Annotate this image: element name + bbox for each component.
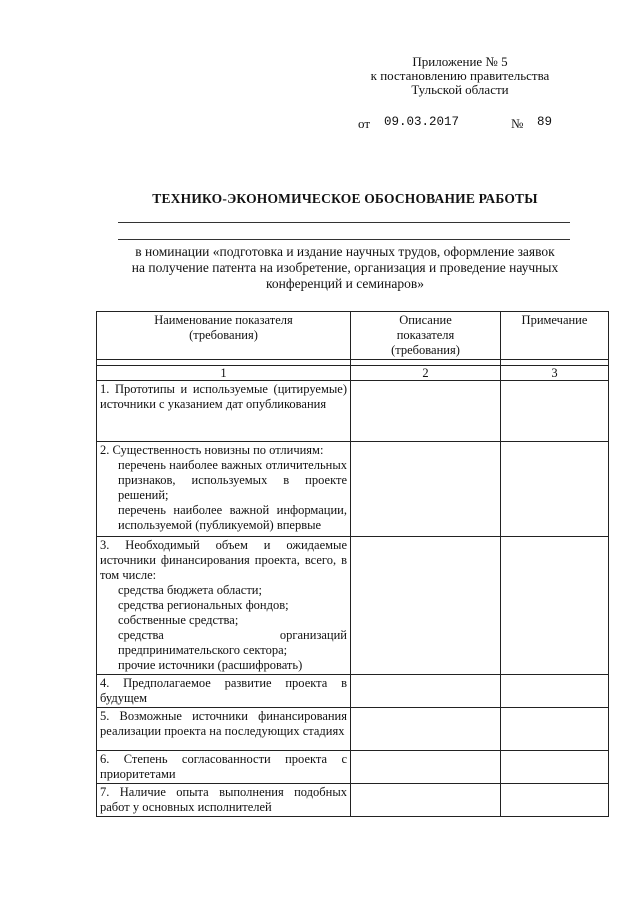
table-row	[97, 537, 609, 675]
table-row	[97, 381, 609, 442]
nomination-line-3: конференций и семинаров»	[266, 276, 424, 291]
column-number: 3	[501, 366, 609, 381]
blank-line-1	[118, 222, 570, 223]
column-number: 2	[351, 366, 501, 381]
nomination-line-1: в номинации «подготовка и издание научных трудов, оформление заявок	[135, 244, 555, 259]
appendix-line-1: Приложение № 5	[412, 54, 508, 69]
table-row	[97, 442, 609, 537]
blank-line-2	[118, 239, 570, 240]
indicator-cell: 4. Предполагаемое развитие проекта в будущем	[97, 675, 351, 708]
note-cell	[501, 537, 609, 675]
description-cell	[351, 751, 501, 784]
note-cell	[501, 708, 609, 751]
appendix-line-2: к постановлению правительства	[370, 68, 550, 83]
description-cell	[351, 537, 501, 675]
note-cell	[501, 381, 609, 442]
table-row	[97, 784, 609, 817]
number-label: №	[511, 116, 524, 131]
document-title: ТЕХНИКО-ЭКОНОМИЧЕСКОЕ ОБОСНОВАНИЕ РАБОТЫ	[152, 191, 538, 206]
appendix-line-3: Тульской области	[411, 82, 509, 97]
nomination-text	[100, 244, 590, 292]
table-header-row	[97, 312, 609, 360]
table-row	[97, 751, 609, 784]
header-note: Примечание	[501, 312, 609, 360]
note-cell	[501, 675, 609, 708]
indicator-cell: 6. Степень согласованности проекта с приоритетами	[97, 751, 351, 784]
justification-table	[96, 311, 609, 817]
appendix-block	[350, 55, 570, 97]
description-cell	[351, 381, 501, 442]
from-label: от	[358, 116, 371, 131]
description-cell	[351, 784, 501, 817]
note-cell	[501, 784, 609, 817]
indicator-cell: 2. Существенность новизны по отличиям: перечень наиболее важных отличительных признаков, используемых в проекте решений; перечень наиболее важной информации, используемой (публикуемой) впервые	[97, 442, 351, 537]
indicator-cell: 5. Возможные источники финансирования реализации проекта на последующих стадиях	[97, 708, 351, 751]
table-row	[97, 708, 609, 751]
header-description: Описание показателя (требования)	[351, 312, 501, 360]
indicator-cell: 1. Прототипы и используемые (цитируемые) источники с указанием дат опубликования	[97, 381, 351, 442]
resolution-date: 09.03.2017	[384, 115, 460, 129]
column-number-row	[97, 366, 609, 381]
indicator-cell: 3. Необходимый объем и ожидаемые источники финансирования проекта, всего, в том числе: средства бюджета области; средства региональных фондов; собственные средства; средства организаций предпринимательского сектора; прочие источники (расшифровать)	[97, 537, 351, 675]
column-number: 1	[97, 366, 351, 381]
table-row	[97, 675, 609, 708]
indicator-cell: 7. Наличие опыта выполнения подобных работ у основных исполнителей	[97, 784, 351, 817]
header-indicator: Наименование показателя (требования)	[97, 312, 351, 360]
note-cell	[501, 442, 609, 537]
description-cell	[351, 708, 501, 751]
description-cell	[351, 675, 501, 708]
resolution-number: 89	[537, 115, 553, 129]
nomination-line-2: на получение патента на изобретение, организация и проведение научных	[131, 260, 559, 275]
description-cell	[351, 442, 501, 537]
note-cell	[501, 751, 609, 784]
